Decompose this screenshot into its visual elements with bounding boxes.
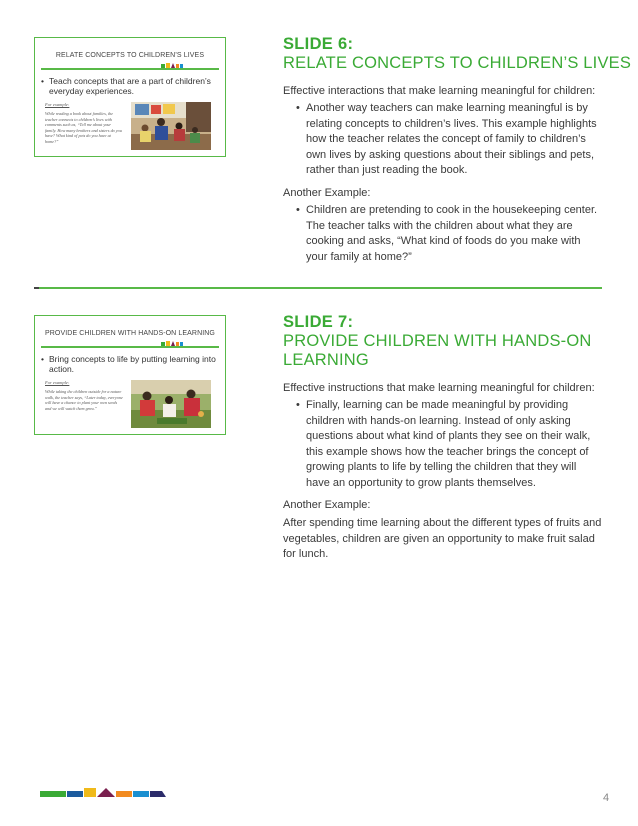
footer-logo-bar <box>40 788 170 797</box>
slide7-thumbnail-example-text: While taking the children outside for a nature walk, the teacher says, “Later today, everyone will have a chance to plant your own seeds and we will watch them grow.” <box>45 389 123 411</box>
slide7-thumbnail <box>34 315 226 435</box>
slide7-thumbnail-title: PROVIDE CHILDREN WITH HANDS-ON LEARNING <box>45 330 215 337</box>
slide7-title-line2: LEARNING <box>283 351 369 369</box>
thumbnail-divider <box>41 67 219 70</box>
slide7-title-line1: PROVIDE CHILDREN WITH HANDS-ON <box>283 332 592 350</box>
classroom-reading-photo <box>131 102 211 150</box>
section-divider <box>34 287 602 289</box>
slide7-another-example-label: Another Example: <box>283 499 371 511</box>
slide6-thumbnail-example-label: For example: <box>45 102 70 107</box>
slide6-heading <box>283 35 631 73</box>
slide6-intro: Effective interactions that make learning meaningful for children: <box>283 85 596 97</box>
slide6-bullet-1: • Another way teachers can make learning meaningful is by relating concepts to children’s lives. This example highlights how the teacher relates the concept of family to children’s own lives by asking questions about their siblings and pets, rather than just reading the book. <box>296 102 597 176</box>
thumbnail-divider <box>41 345 219 348</box>
slide6-thumbnail <box>34 37 226 157</box>
slide7-heading <box>283 313 592 370</box>
page-number: 4 <box>603 792 610 804</box>
slide7-another-example-text: After spending time learning about the different types of fruits and vegetables, children are given an opportunity to make fruit salad for lunch. <box>283 517 602 560</box>
mini-logo-icon <box>161 63 183 68</box>
slide7-bullet-1: • Finally, learning can be made meaningful by providing children with hands-on learning. Instead of only asking questions about what kind of plants they see on their walk, this example shows how the teacher brings the concept of growing plants to life by telling the children that they will have an opportunity to grow plants themselves. <box>296 399 591 489</box>
slide7-thumbnail-example-label: For example: <box>45 380 70 385</box>
children-planting-photo <box>131 380 211 428</box>
slide7-intro: Effective instructions that make learning meaningful for children: <box>283 382 595 394</box>
slide7-number: SLIDE 7: <box>283 313 354 331</box>
slide7-thumbnail-bullet: • Bring concepts to life by putting learning into action. <box>41 354 216 374</box>
slide6-title: RELATE CONCEPTS TO CHILDREN’S LIVES <box>283 54 632 72</box>
slide6-thumbnail-example-text: While reading a book about families, the teacher connects to children’s lives with comments such as, “Tell me about your family. How many brothers and sisters do you have? What kind of pets do you have at home?” <box>45 111 122 144</box>
slide6-another-example-label: Another Example: <box>283 187 371 199</box>
slide6-thumbnail-title: RELATE CONCEPTS TO CHILDREN’S LIVES <box>55 52 205 59</box>
slide6-number: SLIDE 6: <box>283 35 354 53</box>
slide6-thumbnail-bullet: • Teach concepts that are a part of children’s everyday experiences. <box>41 76 211 96</box>
slide6-bullet-2: • Children are pretending to cook in the housekeeping center. The teacher talks with the children about what they are cooking and asks, “What kind of foods do you make with your family at home?” <box>296 204 598 263</box>
mini-logo-icon <box>161 341 183 346</box>
